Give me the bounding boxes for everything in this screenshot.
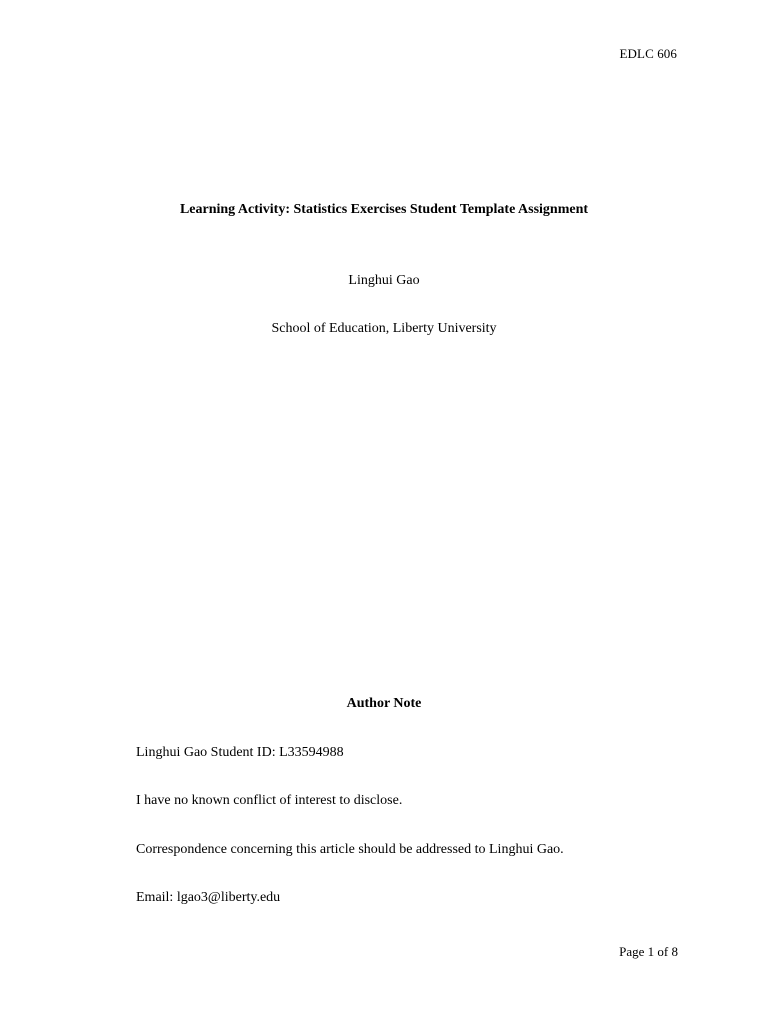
author-note-student-id: Linghui Gao Student ID: L33594988 xyxy=(136,745,344,760)
author-affiliation: School of Education, Liberty University xyxy=(271,321,497,336)
page-number: Page 1 of 8 xyxy=(619,944,678,959)
running-head: EDLC 606 xyxy=(619,46,677,61)
author-note-correspondence: Correspondence concerning this article should be addressed to Linghui Gao. xyxy=(136,842,564,857)
author-note-email: Email: lgao3@liberty.edu xyxy=(136,890,281,905)
document-title: Learning Activity: Statistics Exercises Student Template Assignment xyxy=(179,202,589,217)
author-name: Linghui Gao xyxy=(348,273,420,288)
author-note-heading: Author Note xyxy=(346,696,422,711)
author-note-conflict: I have no known conflict of interest to disclose. xyxy=(136,793,403,808)
